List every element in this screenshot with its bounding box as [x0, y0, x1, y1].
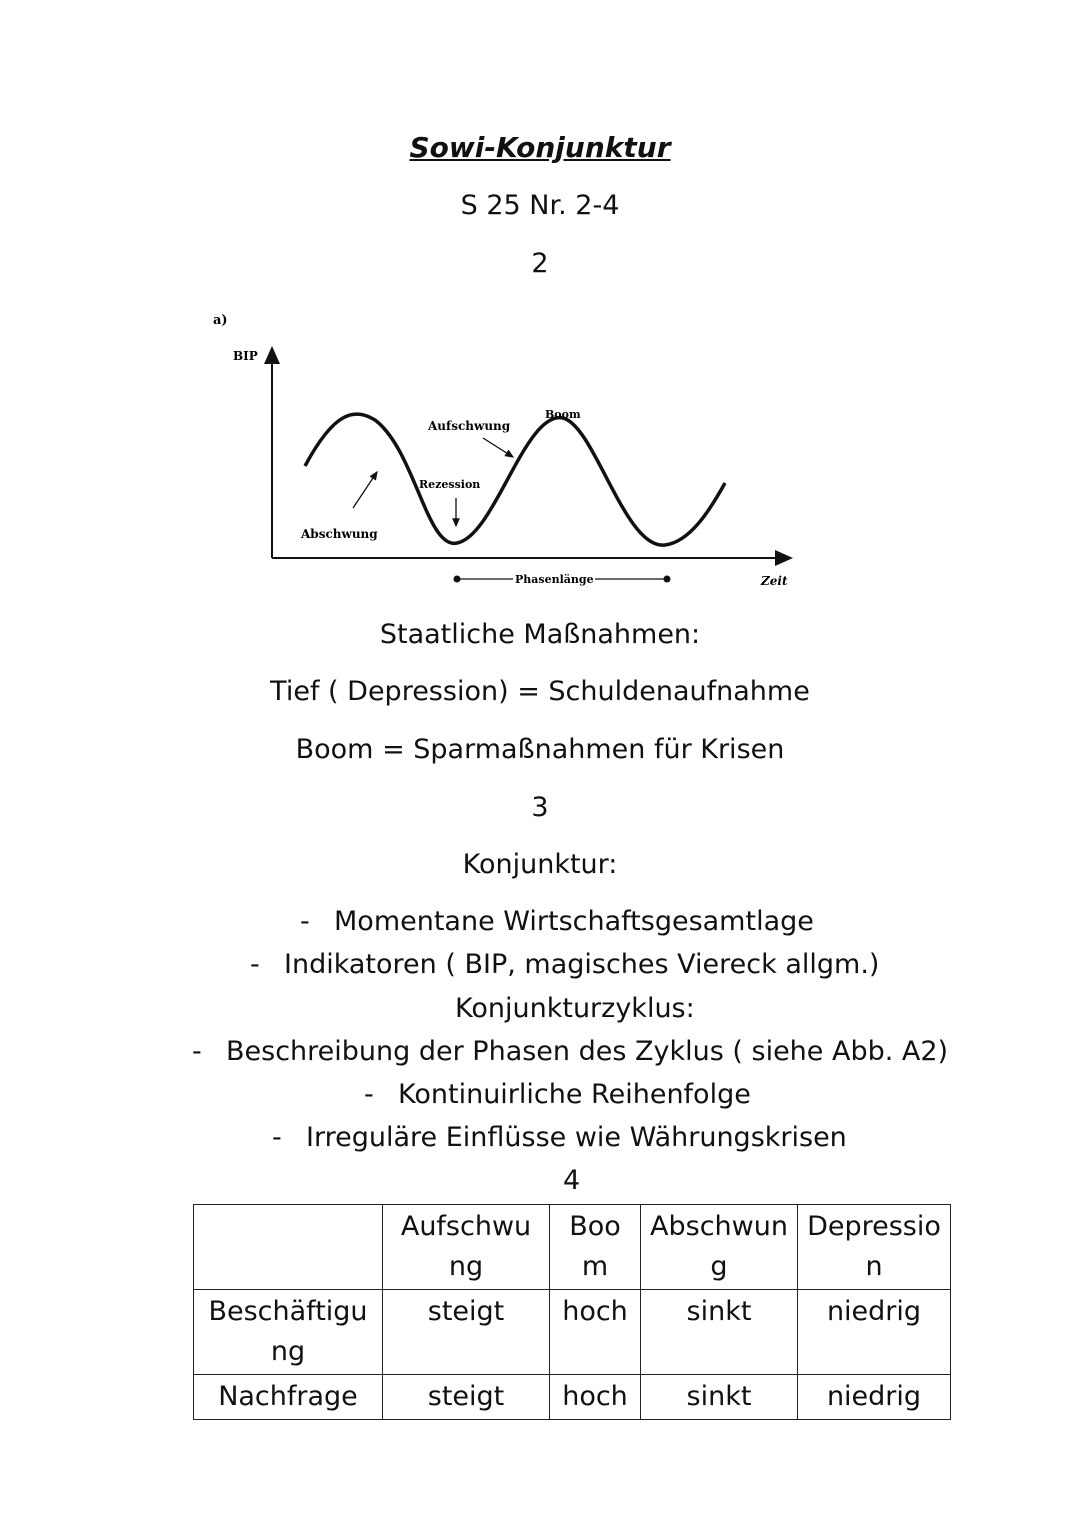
list-item: - Beschreibung der Phasen des Zyklus ( siehe Abb. A2)	[192, 1036, 949, 1067]
table-cell: steigt	[383, 1375, 550, 1420]
table-cell: hoch	[550, 1290, 641, 1375]
table-cell: niedrig	[798, 1375, 951, 1420]
table-cell: hoch	[550, 1375, 641, 1420]
measures-boom: Boom = Sparmaßnahmen für Krisen	[295, 734, 785, 765]
measures-heading: Staatliche Maßnahmen:	[379, 619, 701, 650]
cycle-heading: Konjunkturzyklus:	[455, 993, 695, 1024]
cycle-curve	[305, 414, 725, 545]
list-item: - Kontinuirliche Reihenfolge	[364, 1079, 751, 1110]
section-number-2: 2	[531, 248, 549, 279]
list-item: - Indikatoren ( BIP, magisches Viereck allgm.)	[250, 949, 880, 980]
label-aufschwung: Aufschwung	[428, 419, 511, 433]
label-rezession: Rezession	[419, 478, 481, 491]
table-cell: sinkt	[641, 1290, 798, 1375]
list-item: - Momentane Wirtschaftsgesamtlage	[300, 906, 814, 937]
arrow-aufschwung	[483, 438, 513, 457]
label-abschwung: Abschwung	[301, 527, 378, 541]
table-row	[194, 1375, 951, 1420]
table-cell: niedrig	[798, 1290, 951, 1375]
table-cell	[194, 1205, 383, 1290]
page-title: Sowi-Konjunktur	[409, 131, 671, 164]
label-phasenlaenge: Phasenlänge	[515, 573, 594, 586]
x-axis-label: Zeit	[761, 574, 788, 588]
table-header-row	[194, 1205, 951, 1290]
section-number-4: 4	[563, 1165, 581, 1196]
figure-label: a)	[213, 313, 228, 328]
table-cell: Beschäftigu ng	[194, 1290, 383, 1375]
business-cycle-figure	[195, 300, 815, 600]
table-cell: Aufschwu ng	[383, 1205, 550, 1290]
phases-table	[193, 1204, 951, 1420]
table-cell: Nachfrage	[194, 1375, 383, 1420]
table-cell: Depressio n	[798, 1205, 951, 1290]
table-cell: Boo m	[550, 1205, 641, 1290]
y-axis-label: BIP	[233, 349, 258, 363]
measures-tief: Tief ( Depression) = Schuldenaufnahme	[270, 676, 810, 707]
page-subtitle: S 25 Nr. 2-4	[460, 190, 620, 221]
konjunktur-heading: Konjunktur:	[462, 849, 618, 880]
table-cell: sinkt	[641, 1375, 798, 1420]
table-cell: Abschwun g	[641, 1205, 798, 1290]
label-boom: Boom	[545, 408, 581, 421]
section-number-3: 3	[531, 792, 549, 823]
table-row	[194, 1290, 951, 1375]
list-item: - Irreguläre Einflüsse wie Währungskrisen	[272, 1122, 847, 1153]
table-cell: steigt	[383, 1290, 550, 1375]
arrow-abschwung	[353, 472, 377, 508]
